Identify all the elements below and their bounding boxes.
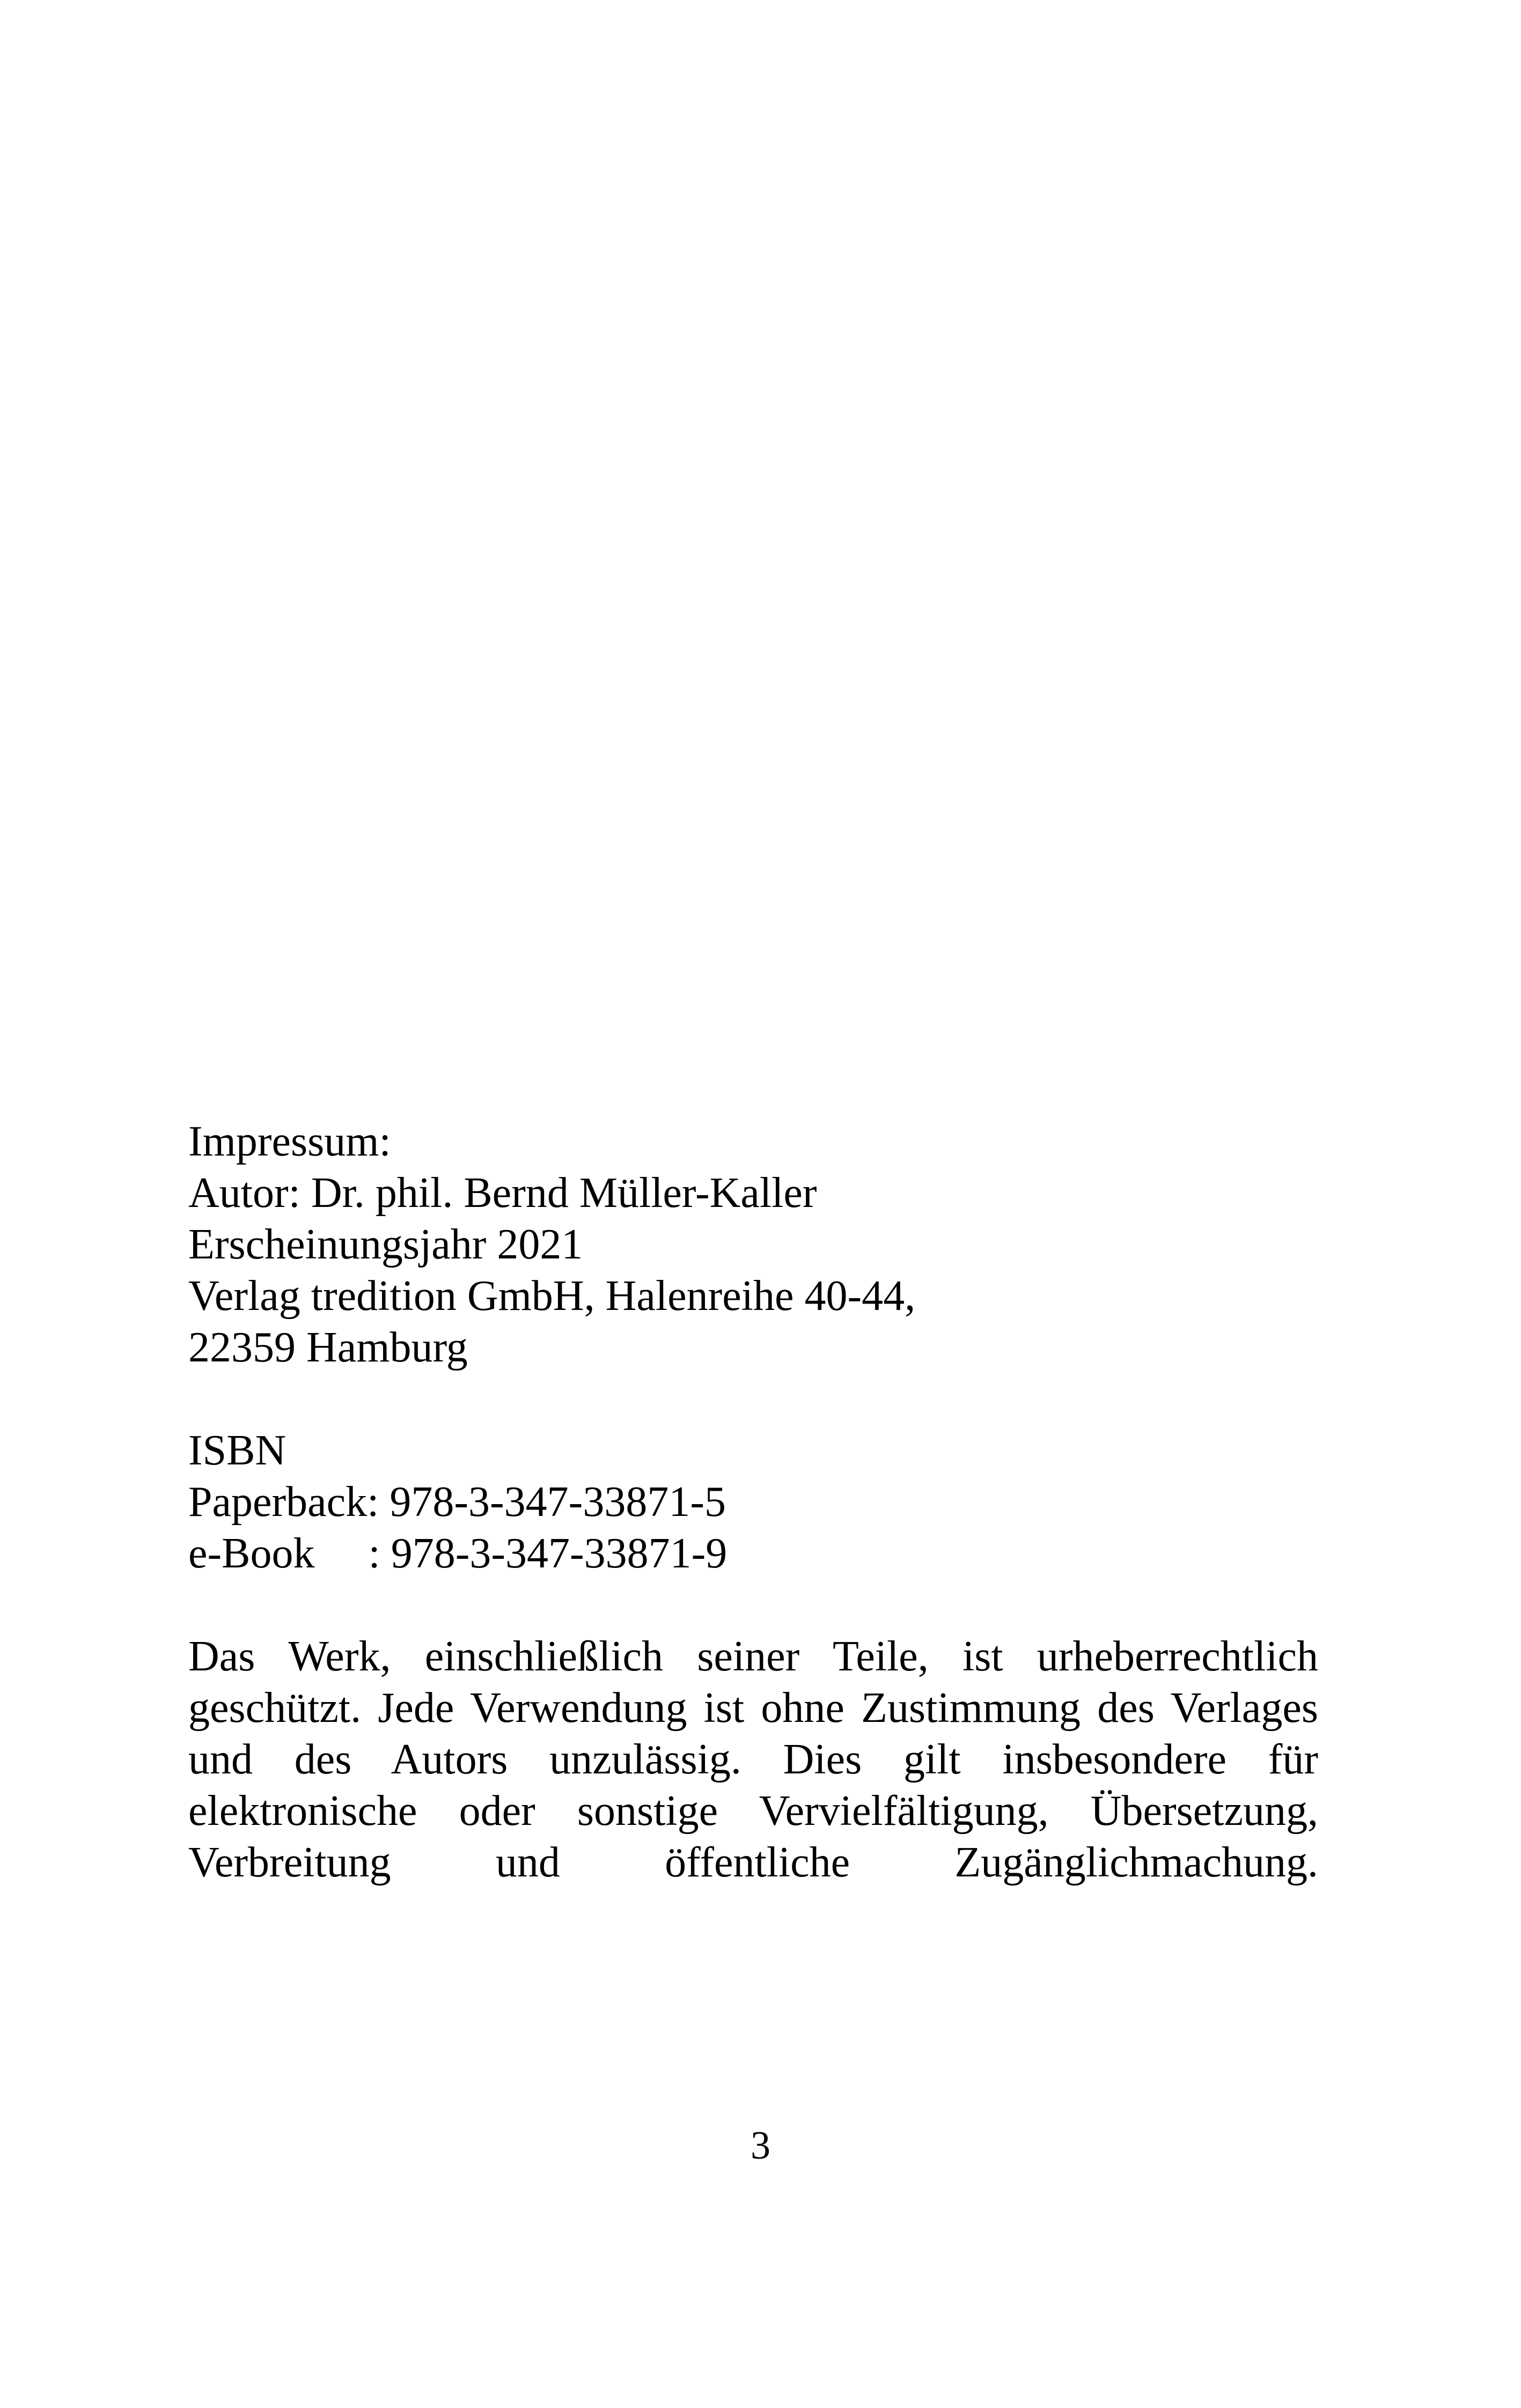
author-line: Autor: Dr. phil. Bernd Müller-Kaller xyxy=(188,1169,817,1217)
section-spacer xyxy=(188,1579,1318,1631)
publisher-city-line: 22359 Hamburg xyxy=(188,1324,468,1371)
imprint-block xyxy=(188,1116,1318,1888)
page-number: 3 xyxy=(751,2124,770,2168)
isbn-paperback: Paperback: 978-3-347-33871-5 xyxy=(188,1478,726,1526)
imprint-heading: Impressum: xyxy=(188,1118,391,1165)
section-spacer xyxy=(188,1373,1318,1425)
copyright-notice: Das Werk, einschließlich seiner Teile, ist urheberrechtlich geschützt. Jede Verwendung ist ohne Zustimmung des Verlages und des Autors unzulässig. Dies gilt insbesondere für elektronische oder sonstige Vervielfältigung, Übersetzung, Verbreitung und öffentliche Zugänglichmachung. xyxy=(188,1633,1318,1886)
publisher-address-line: Verlag tredition GmbH, Halenreihe 40-44, xyxy=(188,1272,916,1320)
isbn-ebook: e-Book : 978-3-347-33871-9 xyxy=(188,1530,728,1577)
isbn-heading: ISBN xyxy=(188,1427,286,1474)
publication-year-line: Erscheinungsjahr 2021 xyxy=(188,1221,583,1268)
